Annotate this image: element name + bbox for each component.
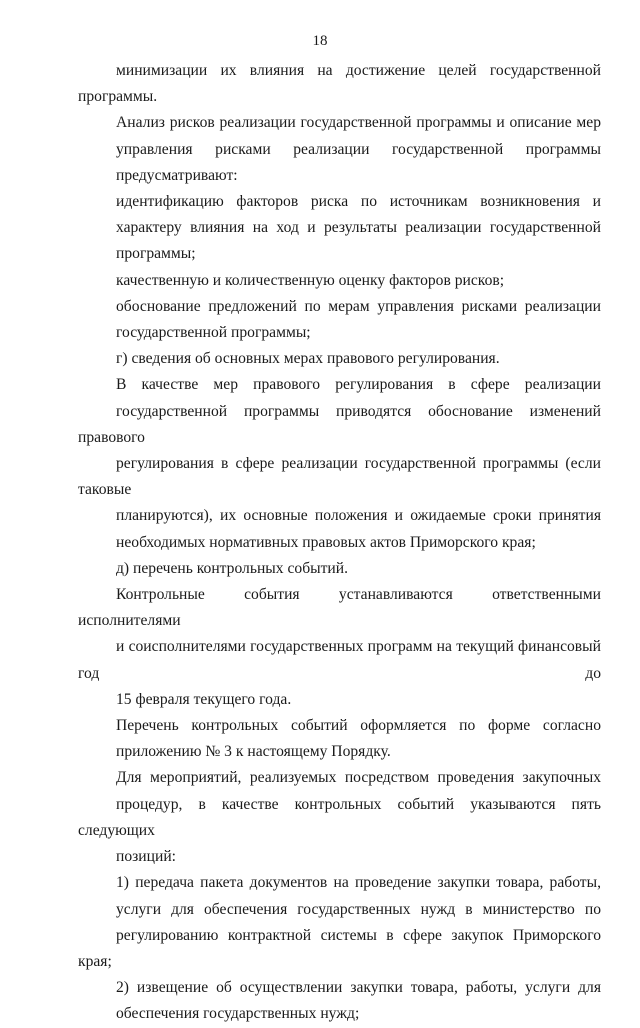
paragraph-line: процедур, в качестве контрольных событий указываются пять следующих: [78, 795, 601, 839]
paragraph-line: предусматривают:: [116, 166, 238, 184]
paragraph: [78, 372, 601, 555]
paragraph: [78, 582, 601, 713]
paragraph-line: услуги для обеспечения государственных нужд в министерство по: [116, 900, 601, 918]
paragraph-line: управления рисками реализации государственной программы: [116, 140, 601, 158]
paragraph: [78, 58, 601, 110]
paragraph: [78, 765, 601, 870]
paragraph-line: минимизации их влияния на достижение целей государственной программы.: [78, 62, 601, 106]
paragraph-line: 15 февраля текущего года.: [116, 690, 292, 708]
paragraph: [78, 713, 601, 765]
paragraph: [78, 294, 601, 346]
paragraph-line: регулированию контрактной системы в сфере закупок Приморского края;: [78, 926, 601, 970]
paragraph-line: приложению № 3 к настоящему Порядку.: [116, 743, 391, 761]
paragraph: [78, 189, 601, 268]
paragraph-line: г) сведения об основных мерах правового регулирования.: [116, 350, 500, 368]
paragraph-line: обеспечения государственных нужд;: [116, 1005, 360, 1023]
paragraph: [78, 975, 601, 1027]
paragraph-line: программы;: [116, 245, 196, 263]
paragraph-line: Перечень контрольных событий оформляется по форме согласно: [116, 717, 601, 735]
paragraph: [78, 110, 601, 189]
paragraph-line: Анализ рисков реализации государственной программы и описание мер: [116, 114, 601, 132]
paragraph-line: 2) извещение об осуществлении закупки товара, работы, услуги для: [116, 979, 601, 997]
paragraph: [78, 268, 601, 294]
paragraph-line: характеру влияния на ход и результаты реализации государственной: [116, 219, 601, 237]
paragraph-line: регулирования в сфере реализации государственной программы (если таковые: [78, 455, 601, 499]
paragraph-line: государственной программы;: [116, 324, 311, 342]
paragraph-line: планируются), их основные положения и ожидаемые сроки принятия: [116, 507, 601, 525]
paragraph-line: необходимых нормативных правовых актов Приморского края;: [116, 533, 536, 551]
paragraph-line: государственной программы приводятся обоснование изменений правового: [78, 402, 601, 446]
page-number: 18: [312, 33, 328, 49]
paragraph: [78, 556, 601, 582]
document-body: [78, 58, 601, 1028]
paragraph-line: обоснование предложений по мерам управления рисками реализации: [116, 297, 601, 315]
paragraph: [78, 346, 601, 372]
paragraph-line: Для мероприятий, реализуемых посредством проведения закупочных: [116, 769, 601, 787]
paragraph-line: Контрольные события устанавливаются ответственными исполнителями: [78, 586, 601, 630]
paragraph-line: д) перечень контрольных событий.: [116, 559, 349, 577]
paragraph-line: позиций:: [116, 848, 177, 866]
paragraph-line: качественную и количественную оценку факторов рисков;: [116, 271, 505, 289]
paragraph-line: В качестве мер правового регулирования в сфере реализации: [116, 376, 601, 394]
paragraph: [78, 870, 601, 975]
paragraph-line: 1) передача пакета документов на проведение закупки товара, работы,: [116, 874, 601, 892]
paragraph-line: идентификацию факторов риска по источникам возникновения и: [116, 193, 601, 211]
paragraph-line: и соисполнителями государственных программ на текущий финансовый год до: [78, 638, 601, 682]
